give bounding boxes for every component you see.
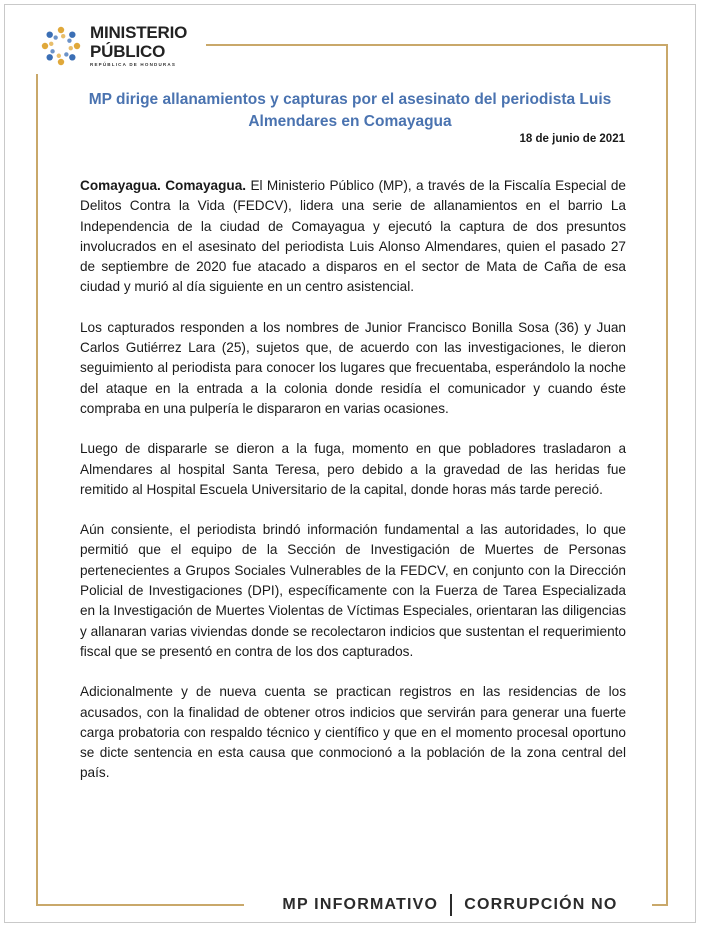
paragraph-1 <box>80 176 626 298</box>
paragraph-4: Aún consiente, el periodista brindó información fundamental a las autoridades, lo que permitió que el equipo de la Sección de Investigación de Muertes de Personas pertenecientes a Grupos Sociales Vulnerables de la FEDCV, en conjunto con la Dirección Policial de Investigaciones (DPI), específicamente con la Fuerza de Tarea Especializada en la Investigación de Muertes Violentas de Víctimas Especiales, orientaran las diligencias y allanaran varias viviendas donde se recolectaron indicios que sustentan el requerimiento fiscal que se presentó en contra de los dos capturados. <box>80 522 626 659</box>
footer-corrupcion-no: CORRUPCIÓN NO <box>464 896 618 913</box>
logo-emblem-icon <box>38 23 84 69</box>
frame-left-line <box>36 44 38 906</box>
emblem-figure-body <box>53 35 57 39</box>
emblem-figure-head <box>69 54 75 60</box>
dateline-place: Comayagua. Comayagua. <box>80 178 247 193</box>
press-release-body <box>80 176 626 804</box>
paragraph-3: Luego de dispararle se dieron a la fuga, momento en que pobladores trasladaron a Almendares al hospital Santa Teresa, pero debido a la gravedad de las heridas fue remitido al Hospital Escuela Universitario de la capital, donde horas más tarde pereció. <box>80 441 626 497</box>
frame-right-line <box>666 44 668 906</box>
emblem-figure-body <box>61 34 65 38</box>
emblem-figure-head <box>74 43 80 49</box>
press-release-headline: MP dirige allanamientos y capturas por el asesinato del periodista Luis Almendares en Comayagua <box>88 91 612 130</box>
emblem-figure-body <box>57 54 61 58</box>
emblem-figure-head <box>69 31 75 37</box>
frame-bottom-right-line <box>652 904 668 906</box>
footer-mp-informativo: MP INFORMATIVO <box>282 896 439 913</box>
logo-line1: MINISTERIO <box>90 23 188 43</box>
logo-line2: PÚBLICO <box>90 42 166 62</box>
ministerio-publico-logo <box>36 18 206 74</box>
emblem-figure-head <box>42 43 48 49</box>
footer-slogan <box>252 891 648 919</box>
logo-wordmark <box>90 24 187 68</box>
emblem-figure-body <box>67 38 71 42</box>
frame-bottom-left-line <box>36 904 244 906</box>
emblem-figure-head <box>58 59 64 65</box>
emblem-figure-body <box>50 49 54 53</box>
paragraph-1-text: El Ministerio Público (MP), a través de la Fiscalía Especial de Delitos Contra la Vida (FEDCV), lidera una serie de allanamientos en el barrio La Independencia de la ciudad de Comayagua y ejecutó la captura de dos presuntos involucrados en el asesinato del periodista Luis Alonso Almendares, quien el pasado 27 de septiembre de 2020 fue atacado a disparos en el sector de Mata de Caña de esa ciudad y murió al día siguiente en un centro asistencial. <box>80 178 626 295</box>
release-date: 18 de junio de 2021 <box>519 133 625 145</box>
logo-subtitle: REPÚBLICA DE HONDURAS <box>90 62 177 68</box>
paragraph-5: Adicionalmente y de nueva cuenta se practican registros en las residencias de los acusados, con la finalidad de obtener otros indicios que servirán para generar una fuerte carga probatoria con respaldo técnico y científico y que en el momento procesal oportuno se dicte sentencia en esta causa que conmocionó a la población de la zona central del país. <box>80 684 626 781</box>
emblem-figure-head <box>46 54 52 60</box>
emblem-figure-body <box>64 52 68 56</box>
footer-separator <box>450 894 452 916</box>
emblem-figure-head <box>58 27 64 33</box>
emblem-figure-body <box>69 46 73 50</box>
paragraph-2: Los capturados responden a los nombres de Junior Francisco Bonilla Sosa (36) y Juan Carlos Gutiérrez Lara (25), sujetos que, de acuerdo con las investigaciones, le dieron seguimiento al periodista para conocer los lugares que frecuentaba, esperándolo la noche del ataque en la entrada a la colonia donde residía el comunicador y cuando éste compraba en una pulpería le dispararon en varias ocasiones. <box>80 319 626 416</box>
emblem-figure-head <box>46 31 52 37</box>
emblem-figure-body <box>49 42 53 46</box>
